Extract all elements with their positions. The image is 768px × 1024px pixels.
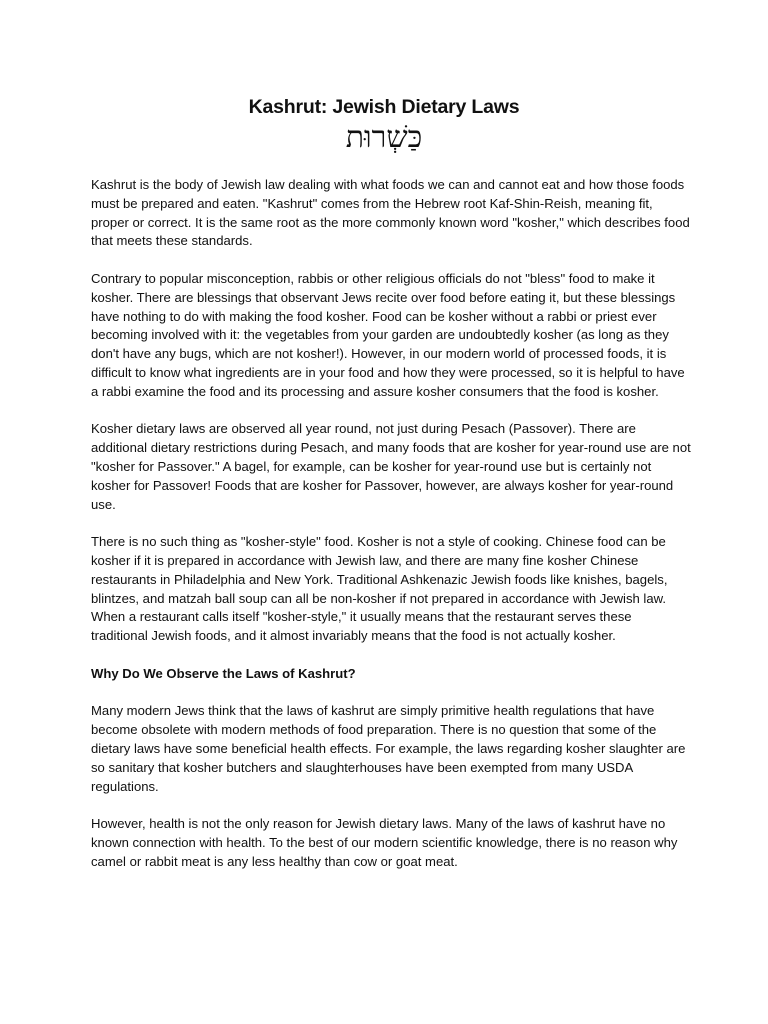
document-title: Kashrut: Jewish Dietary Laws [248, 96, 520, 118]
hebrew-title: כַּשְׁרוּת [345, 120, 423, 155]
document-body [91, 176, 691, 890]
paragraph-intro: Kashrut is the body of Jewish law dealing with what foods we can and cannot eat and how those foods must be prepared and eaten. "Kashrut" comes from the Hebrew root Kaf-Shin-Reish, meaning fit, proper or correct. It is the same root as the more commonly known word "kosher," which describes food that meets these standards. [91, 177, 690, 249]
paragraph-not-only-health: However, health is not the only reason for Jewish dietary laws. Many of the laws of kashrut have no known connection with health. To the best of our modern scientific knowledge, there is no reason why camel or rabbit meat is any less healthy than cow or goat meat. [91, 816, 678, 869]
paragraph-blessing: Contrary to popular misconception, rabbis or other religious officials do not "bless" food to make it kosher. There are blessings that observant Jews recite over food before eating it, but these blessings have nothing to do with making the food kosher. Food can be kosher without a rabbi or priest ever becoming involved with it: the vegetables from your garden are undoubtedly kosher (as long as they don't have any bugs, which are not kosher!). However, in our modern world of processed foods, it is difficult to know what ingredients are in your food and how they were processed, so it is helpful to have a rabbi examine the food and its processing and assure kosher consumers that the food is kosher. [91, 270, 685, 399]
paragraph-health: Many modern Jews think that the laws of kashrut are simply primitive health regulations that have become obsolete with modern methods of food preparation. There is no question that some of the dietary laws have some beneficial health effects. For example, the laws regarding kosher slaughter are so sanitary that kosher butchers and slaughterhouses have been exempted from many USDA regulations. [91, 703, 686, 794]
paragraph-kosher-style: There is no such thing as "kosher-style" food. Kosher is not a style of cooking. Chinese food can be kosher if it is prepared in accordance with Jewish law, and there are many fine kosher Chinese restaurants in Philadelphia and New York. Traditional Ashkenazic Jewish foods like knishes, bagels, blintzes, and matzah ball soup can all be non-kosher if not prepared in accordance with Jewish law. When a restaurant calls itself "kosher-style," it usually means that the restaurant serves these traditional Jewish foods, and it almost invariably means that the food is not actually kosher. [91, 534, 668, 644]
paragraph-passover: Kosher dietary laws are observed all year round, not just during Pesach (Passover). There are additional dietary restrictions during Pesach, and many foods that are kosher for year-round use are not "kosher for Passover." A bagel, for example, can be kosher for year-round use but is certainly not kosher for Passover! Foods that are kosher for Passover, however, are always kosher for year-round use. [91, 421, 691, 512]
section-heading: Why Do We Observe the Laws of Kashrut? [91, 665, 356, 681]
